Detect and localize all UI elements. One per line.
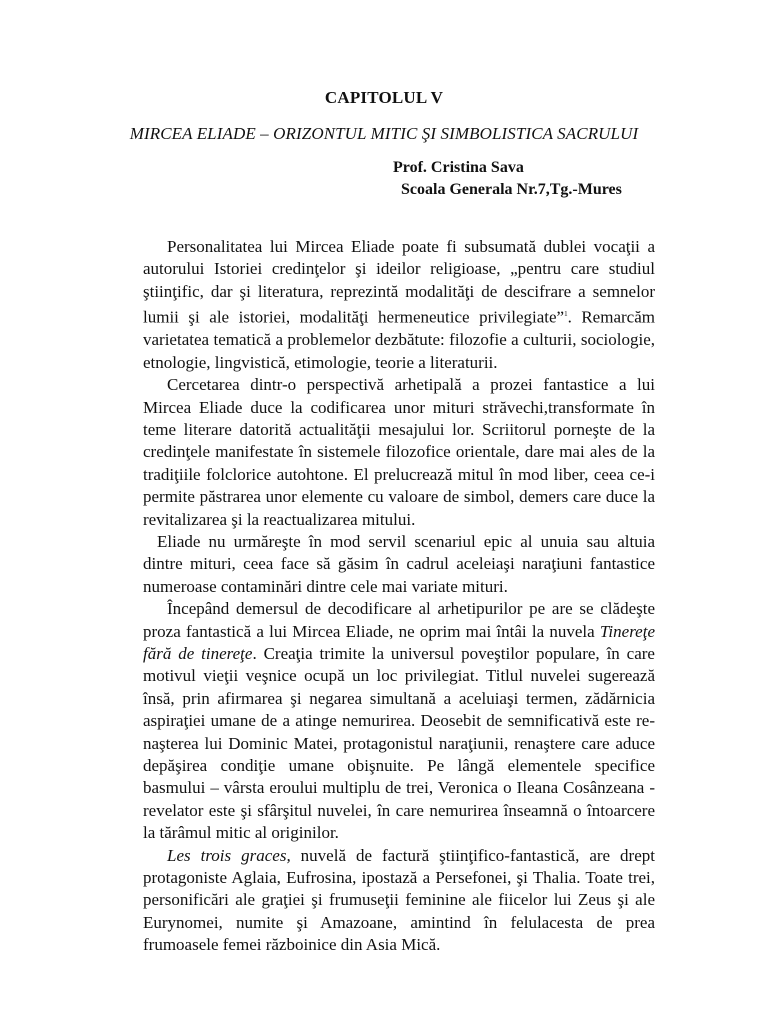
paragraph-5 <box>143 845 655 957</box>
paragraph-3: Eliade nu urmăreşte în mod servil scenariul epic al unuia sau altuia dintre mituri, ceea face să găsim în cadrul aceleiaşi naraţiuni fantastice numeroase contaminări dintre cele mai variate mituri. <box>143 531 655 596</box>
footnote-marker: 1 <box>564 310 568 319</box>
paragraph-4-text: Începând demersul de decodificare al arhetipurilor pe are se clădeşte proza fantastică a lui Mircea Eliade, ne oprim mai întâi la nuvela <box>143 599 655 641</box>
paragraph-5-text: nuvelă de factură ştiinţifico-fantastică, are drept protagoniste Aglaia, Eufrosina, ipostază a Persefonei, şi Thalia. Toate trei, personificări ale graţiei şi frumuseţii feminine ale fiicelor lui Zeus şi ale Eurynomei, numite şi Amazoane, amintind în felulacesta de prea frumoasele femei războinice din Asia Mică. <box>143 845 655 955</box>
school-name: Scoala Generala Nr.7,Tg.-Mures <box>401 181 622 198</box>
novella-title: Tinereţe fără de tinereţe <box>143 621 655 663</box>
paragraph-2: Cercetarea dintr-o perspectivă arhetipală a prozei fantastice a lui Mircea Eliade duce la codificarea unor mituri străvechi,transformate în teme literare datorită actualităţii mesajului lor. Scriitorul porneşte de la credinţele manifestate în sistemele filozofice orientale, dare mai ales de la tradiţiile folclorice autohtone. El prelucrează mitul în mod liber, ceea ce-i permite păstrarea unor elemente cu valoare de simbol, demers care duce la revitalizarea şi la reactualizarea mitului. <box>143 375 655 529</box>
paragraph-1-text-end: . Remarcăm varietatea tematică a problemelor dezbătute: filozofie a culturii, sociologie, etnologie, lingvistică, etimologie, teorie a literaturii. <box>143 307 655 372</box>
chapter-title: CAPITOLUL V <box>324 88 444 107</box>
body-text <box>143 236 655 957</box>
chapter-subtitle: MIRCEA ELIADE – ORIZONTUL MITIC ŞI SIMBOLISTICA SACRULUI <box>129 124 639 143</box>
novella-title-2: Les trois graces, <box>167 845 291 865</box>
paragraph-4 <box>143 598 655 844</box>
paragraph-4-text-end: . Creaţia trimite la universul poveştilor populare, în care motivul vieţii veşnice ocupă un loc privilegiat. Titlul nuvelei sugerează însă, prin afirmarea şi negarea simultană a aceluiaşi termen, zădărnicia aspiraţiei umane de a atinge nemurirea. Deosebit de semnificativă este re-naşterea lui Dominic Matei, protagonistul naraţiunii, renaştere care aduce depăşirea condiţie umane obişnuite. Pe lângă elementele specifice basmului – vârsta eroului multiplu de trei, Veronica o Ileana Cosânzeana - revelator este şi sfârşitul nuvelei, în care nemurirea înseamnă o întoarcere la tărâmul mitic al originilor. <box>143 643 655 843</box>
author-name: Prof. Cristina Sava <box>393 159 524 176</box>
author-block <box>393 157 723 201</box>
paragraph-1 <box>143 236 655 374</box>
paragraph-1-text: Personalitatea lui Mircea Eliade poate fi subsumată dublei vocaţii a autorului Istoriei credinţelor şi ideilor religioase, „pentru care studiul ştiinţific, dar şi literatura, reprezintă modalităţi de descifrare a semnelor lumii şi ale istoriei, modalităţi hermeneutice privilegiate” <box>143 237 655 327</box>
